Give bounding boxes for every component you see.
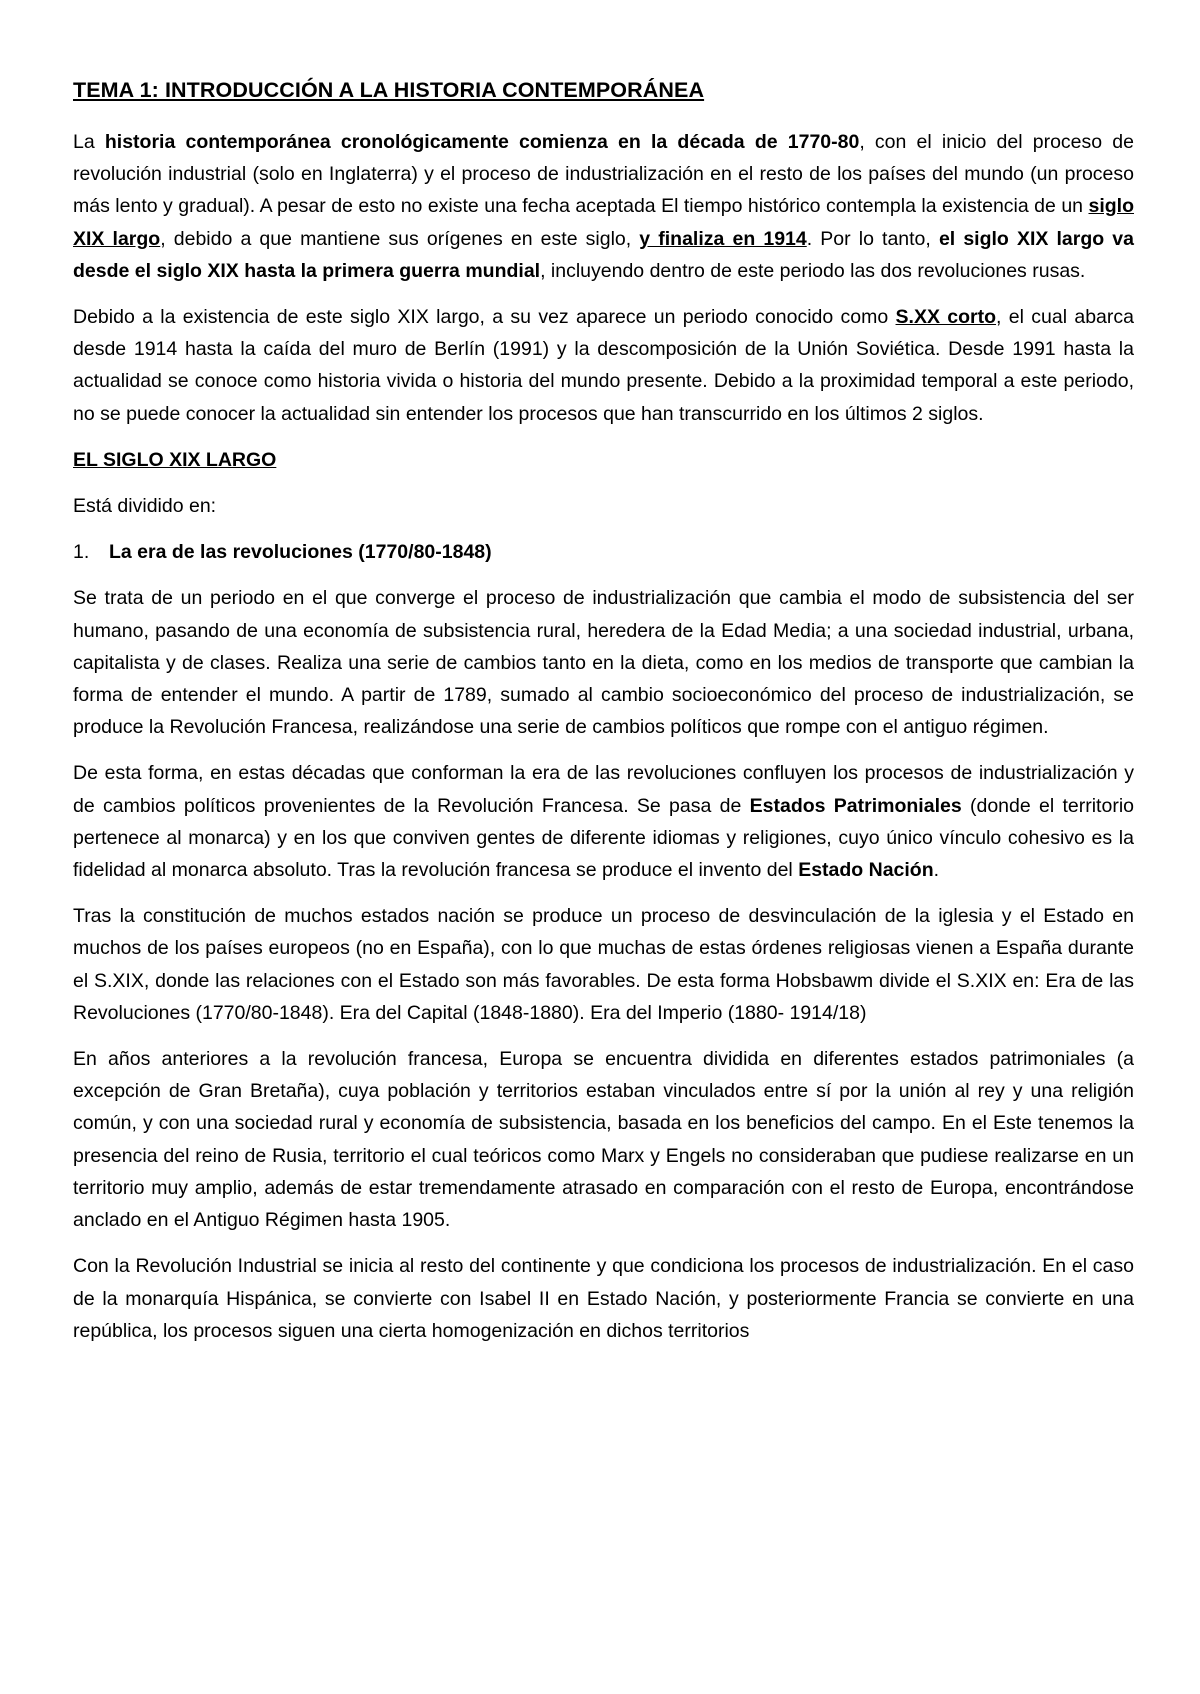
paragraph-sxx-corto [73,301,1134,430]
bold-text: el siglo XIX largo va desde el siglo XIX hasta la primera guerra mundial [73,227,1134,282]
text-run: (donde el territorio pertenece al monarca) y en los que conviven gentes de diferente idiomas y religiones, cuyo único vínculo cohesivo es la fidelidad al monarca absoluto. Tras la revolución francesa se produce el invento del [73,794,1134,882]
underlined-term-sxx-corto: S.XX corto [895,306,997,329]
list-item [73,536,1134,568]
paragraph-estados [73,757,1134,886]
text-run: La [73,131,105,153]
section-heading: EL SIGLO XIX LARGO [73,448,277,471]
text-run: . [933,859,940,882]
list-item-label: La era de las revoluciones (1770/80-1848) [109,541,492,564]
text-run: , el cual abarca desde 1914 hasta la caída del muro de Berlín (1991) y la descomposición de la Unión Soviética. Desde 1991 hasta la actualidad se conoce como historia vivida o historia del mundo presente. Debido a la proximidad temporal a este periodo, no se puede conocer la actualidad sin entender los procesos que han transcurrido en los últimos 2 siglos. [73,306,1134,425]
bold-text: historia contemporánea cronológicamente comienza en la década de 1770-80 [104,131,860,153]
bold-text: Estados Patrimoniales [749,794,962,817]
intro-line: Está dividido en: [73,495,217,518]
text-run: . Por lo tanto, [806,227,939,250]
paragraph-revolucion-industrial: Con la Revolución Industrial se inicia al resto del continente y que condiciona los procesos de industrialización. En el caso de la monarquía Hispánica, se convierte con Isabel II en Estado Nación, y posteriormente Francia se convierte en una república, los procesos siguen una cierta homogenización en dichos territorios [73,1255,1134,1342]
document-title: TEMA 1: INTRODUCCIÓN A LA HISTORIA CONTEMPORÁNEA [73,78,705,102]
text-run: , incluyendo dentro de este periodo las dos revoluciones rusas. [540,259,1086,282]
underlined-term-siglo-xix-largo: siglo XIX largo [73,195,1134,250]
text-run: , con el inicio del proceso de revolución industrial (solo en Inglaterra) y el proceso de industrialización en el resto de los países del mundo (un proceso más lento y gradual). A pesar de esto no existe una fecha aceptada El tiempo histórico contempla la existencia de un [73,131,1134,218]
text-run: , debido a que mantiene sus orígenes en este siglo, [160,227,640,250]
paragraph-europa: En años anteriores a la revolución francesa, Europa se encuentra dividida en diferentes estados patrimoniales (a excepción de Gran Bretaña), cuya población y territorios estaban vinculados entre sí por la unión al rey y una religión común, y con una sociedad rural y economía de subsistencia, basada en los beneficios del campo. En el Este tenemos la presencia del reino de Rusia, territorio el cual teóricos como Marx y Engels no consideraban que pudiese realizarse en un territorio muy amplio, además de estar tremendamente atrasado en comparación con el resto de Europa, encontrándose anclado en el Antiguo Régimen hasta 1905. [73,1048,1134,1232]
text-run: De esta forma, en estas décadas que conforman la era de las revoluciones confluyen los procesos de industrialización y de cambios políticos provenientes de la Revolución Francesa. Se pasa de [73,762,1134,817]
paragraph-estados-nacion: Tras la constitución de muchos estados nación se produce un proceso de desvinculación de la iglesia y el Estado en muchos de los países europeos (no en España), con lo que muchas de estas órdenes religiosas vienen a España durante el S.XIX, donde las relaciones con el Estado son más favorables. De esta forma Hobsbawm divide el S.XIX en: Era de las Revoluciones (1770/80-1848). Era del Capital (1848-1880). Era del Imperio (1880- 1914/18) [73,905,1134,1024]
underlined-term-finaliza-1914: y finaliza en 1914 [639,227,807,250]
paragraph-industrializacion: Se trata de un periodo en el que converge el proceso de industrialización que cambia el modo de subsistencia del ser humano, pasando de una economía de subsistencia rural, heredera de la Edad Media; a una sociedad industrial, urbana, capitalista y de clases. Realiza una serie de cambios tanto en la dieta, como en los medios de transporte que cambian la forma de entender el mundo. A partir de 1789, sumado al cambio socioeconómico del proceso de industrialización, se produce la Revolución Francesa, realizándose una serie de cambios políticos que rompe con el antiguo régimen. [73,587,1134,739]
paragraph-intro [73,126,1134,287]
list-number: 1. [73,541,90,564]
bold-text: Estado Nación [798,859,934,882]
text-run: Debido a la existencia de este siglo XIX largo, a su vez aparece un periodo conocido como [73,306,896,329]
